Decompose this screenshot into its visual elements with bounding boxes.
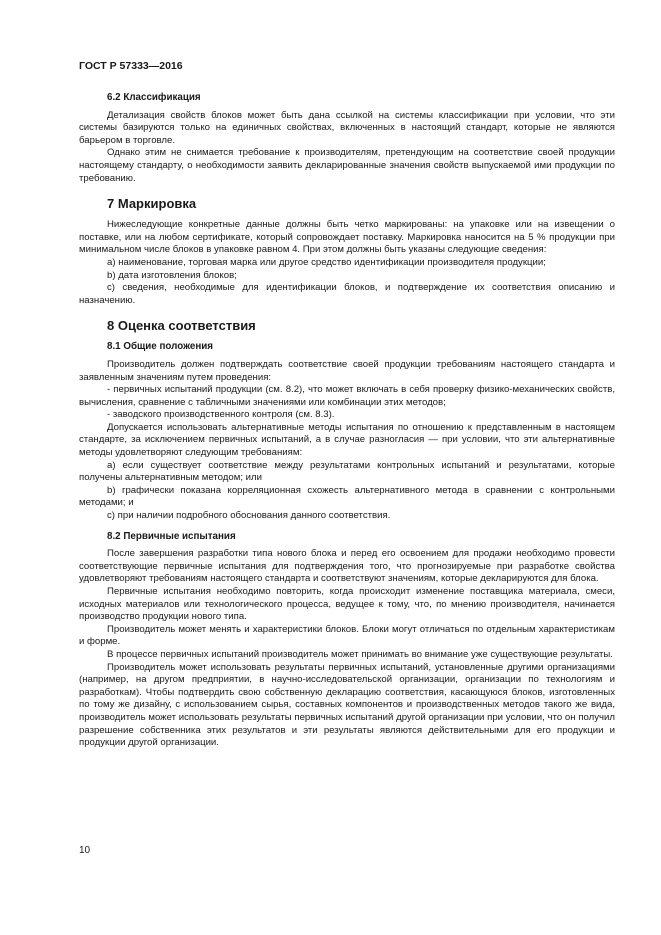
paragraph: Допускается использовать альтернативные методы испытания по отношению к представленным в настоящем стандарте, за исключением первичных испытаний, а в случае разногласия — при условии, что эти альтернативные методы удовлетворяют следующим требованиям: <box>79 421 615 459</box>
heading-6-2: 6.2 Классификация <box>107 92 201 103</box>
list-item: с) при наличии подробного обоснования данного соответствия. <box>107 510 391 522</box>
list-item: b) дата изготовления блоков; <box>107 269 237 281</box>
list-item: с) сведения, необходимые для идентификации блоков, и подтверждение их соответствия описанию и назначению. <box>79 282 615 306</box>
paragraph: В процессе первичных испытаний производитель может принимать во внимание уже существующие результаты. <box>107 648 613 660</box>
paragraph: Однако этим не снимается требование к производителям, претендующим на соответствие своей продукции настоящему стандарту, о необходимости заявить декларированные значения свойств выпускаемой ими продукции по требованию. <box>79 147 615 184</box>
standard-header: ГОСТ Р 57333—2016 <box>79 60 183 72</box>
paragraph: Производитель может использовать результаты первичных испытаний, установленные другими организациями (например, на другом предприятии, в научно-исследовательской организации, организации по технологиям и разработкам). Чтобы подтвердить свою собственную декларацию соответствия, касающуюся блоков, изготовленных по тому же дизайну, с использованием сырья, составных компонентов и производственных методов такого же вида, производитель может использовать результаты первичных испытаний другой организации при условии, что он получил разрешение собственника этих результатов и эти результаты являются действительными для его продукции и продукции другой организации. <box>79 661 615 749</box>
heading-8: 8 Оценка соответствия <box>107 318 256 334</box>
paragraph: Производитель может менять и характеристики блоков. Блоки могут отличаться по отдельным характеристикам и форме. <box>79 623 615 648</box>
heading-7: 7 Маркировка <box>107 196 197 212</box>
list-item: а) если существует соответствие между результатами контрольных испытаний и результатами, которые получены альтернативным методом; или <box>79 459 615 484</box>
list-item: - первичных испытаний продукции (см. 8.2), что может включать в себя проверку физико-механических свойств, вычисления, сравнение с табличными значениями или комбинации этих методов; <box>79 384 615 408</box>
paragraph: Первичные испытания необходимо повторить, когда происходит изменение поставщика материала, смеси, исходных материалов или технологического процесса, ведущее к тому, что, по мнению производителя, начинается производство продукции нового типа. <box>79 586 615 623</box>
list-item: а) наименование, торговая марка или другое средство идентификации производителя продукции; <box>107 256 546 268</box>
list-item: - заводского производственного контроля (см. 8.3). <box>107 409 335 421</box>
paragraph: После завершения разработки типа нового блока и перед его освоением для продажи необходимо провести соответствующие первичные испытания для подтверждения того, что прогнозируемые при разработке свойства удовлетворяют требованиям настоящего стандарта и соответствуют значениям, которые декларируются для блока. <box>79 548 615 585</box>
heading-8-2: 8.2 Первичные испытания <box>107 530 236 542</box>
page-number: 10 <box>79 845 91 856</box>
list-item: b) графически показана корреляционная схожесть альтернативного метода в сравнении с контрольными методами; и <box>79 484 615 509</box>
paragraph: Производитель должен подтверждать соответствие своей продукции требованиям настоящего стандарта и заявленным значениям путем проведения: <box>79 358 615 383</box>
paragraph: Детализация свойств блоков может быть дана ссылкой на системы классификации при условии, что эти системы базируются только на единичных свойствах, включенных в настоящий стандарт, которые не являются барьером в торговле. <box>79 109 615 146</box>
page-content <box>79 92 615 750</box>
paragraph: Нижеследующие конкретные данные должны быть четко маркированы: на упаковке или на извещении о поставке, или на любом сертификате, который сопровождает поставку. Маркировка наносится на 5 % продукции при минимальном числе блоков в упаковке равном 4. При этом должны быть указаны следующие сведения: <box>79 219 615 256</box>
heading-8-1: 8.1 Общие положения <box>107 341 214 353</box>
